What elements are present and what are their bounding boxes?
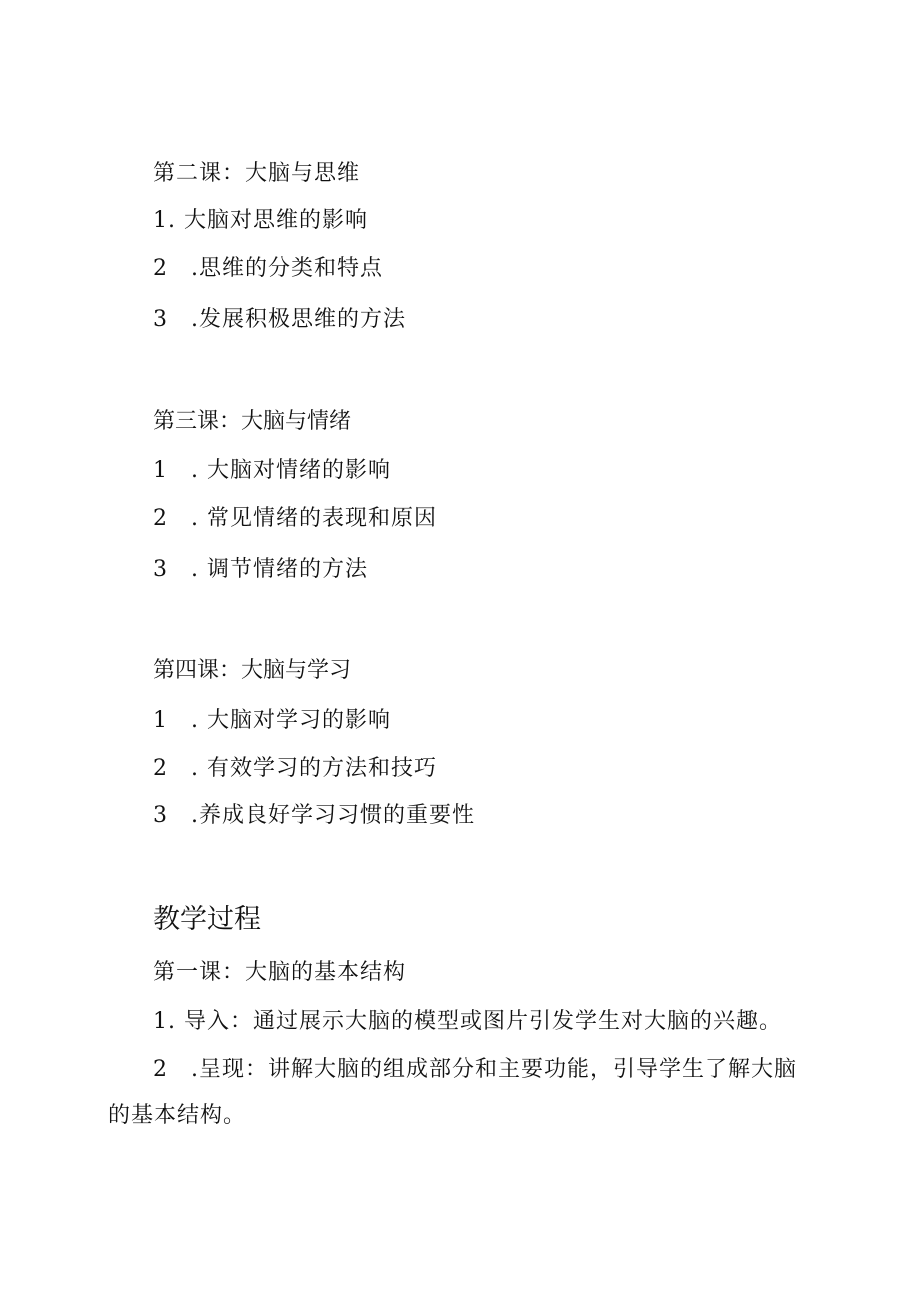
- lesson2-title: 第二课：大脑与思维: [153, 161, 361, 186]
- teaching-process-title: 教学过程: [153, 904, 261, 935]
- lesson2-item-2: 2 .思维的分类和特点: [153, 256, 383, 281]
- lesson2-item-3: 3 .发展积极思维的方法: [153, 307, 406, 332]
- lesson4-title: 第四课：大脑与学习: [153, 658, 352, 683]
- process-step-2: 2 .呈现：讲解大脑的组成部分和主要功能，引导学生了解大脑: [153, 1057, 797, 1082]
- lesson4-item-3: 3 .养成良好学习习惯的重要性: [153, 803, 475, 828]
- lesson3-title: 第三课：大脑与情绪: [153, 409, 352, 434]
- process-step-2-continued: 的基本结构。: [108, 1103, 247, 1128]
- lesson1-title: 第一课：大脑的基本结构: [153, 960, 407, 985]
- lesson3-item-2: 2 . 常见情绪的表现和原因: [153, 506, 437, 531]
- lesson4-item-2: 2 . 有效学习的方法和技巧: [153, 756, 437, 781]
- lesson4-item-1: 1 . 大脑对学习的影响: [153, 708, 391, 733]
- lesson3-item-1: 1 . 大脑对情绪的影响: [153, 458, 391, 483]
- lesson2-item-1: 1. 大脑对思维的影响: [153, 208, 368, 233]
- process-step-1: 1. 导入：通过展示大脑的模型或图片引发学生对大脑的兴趣。: [153, 1009, 782, 1034]
- lesson3-item-3: 3 . 调节情绪的方法: [153, 557, 368, 582]
